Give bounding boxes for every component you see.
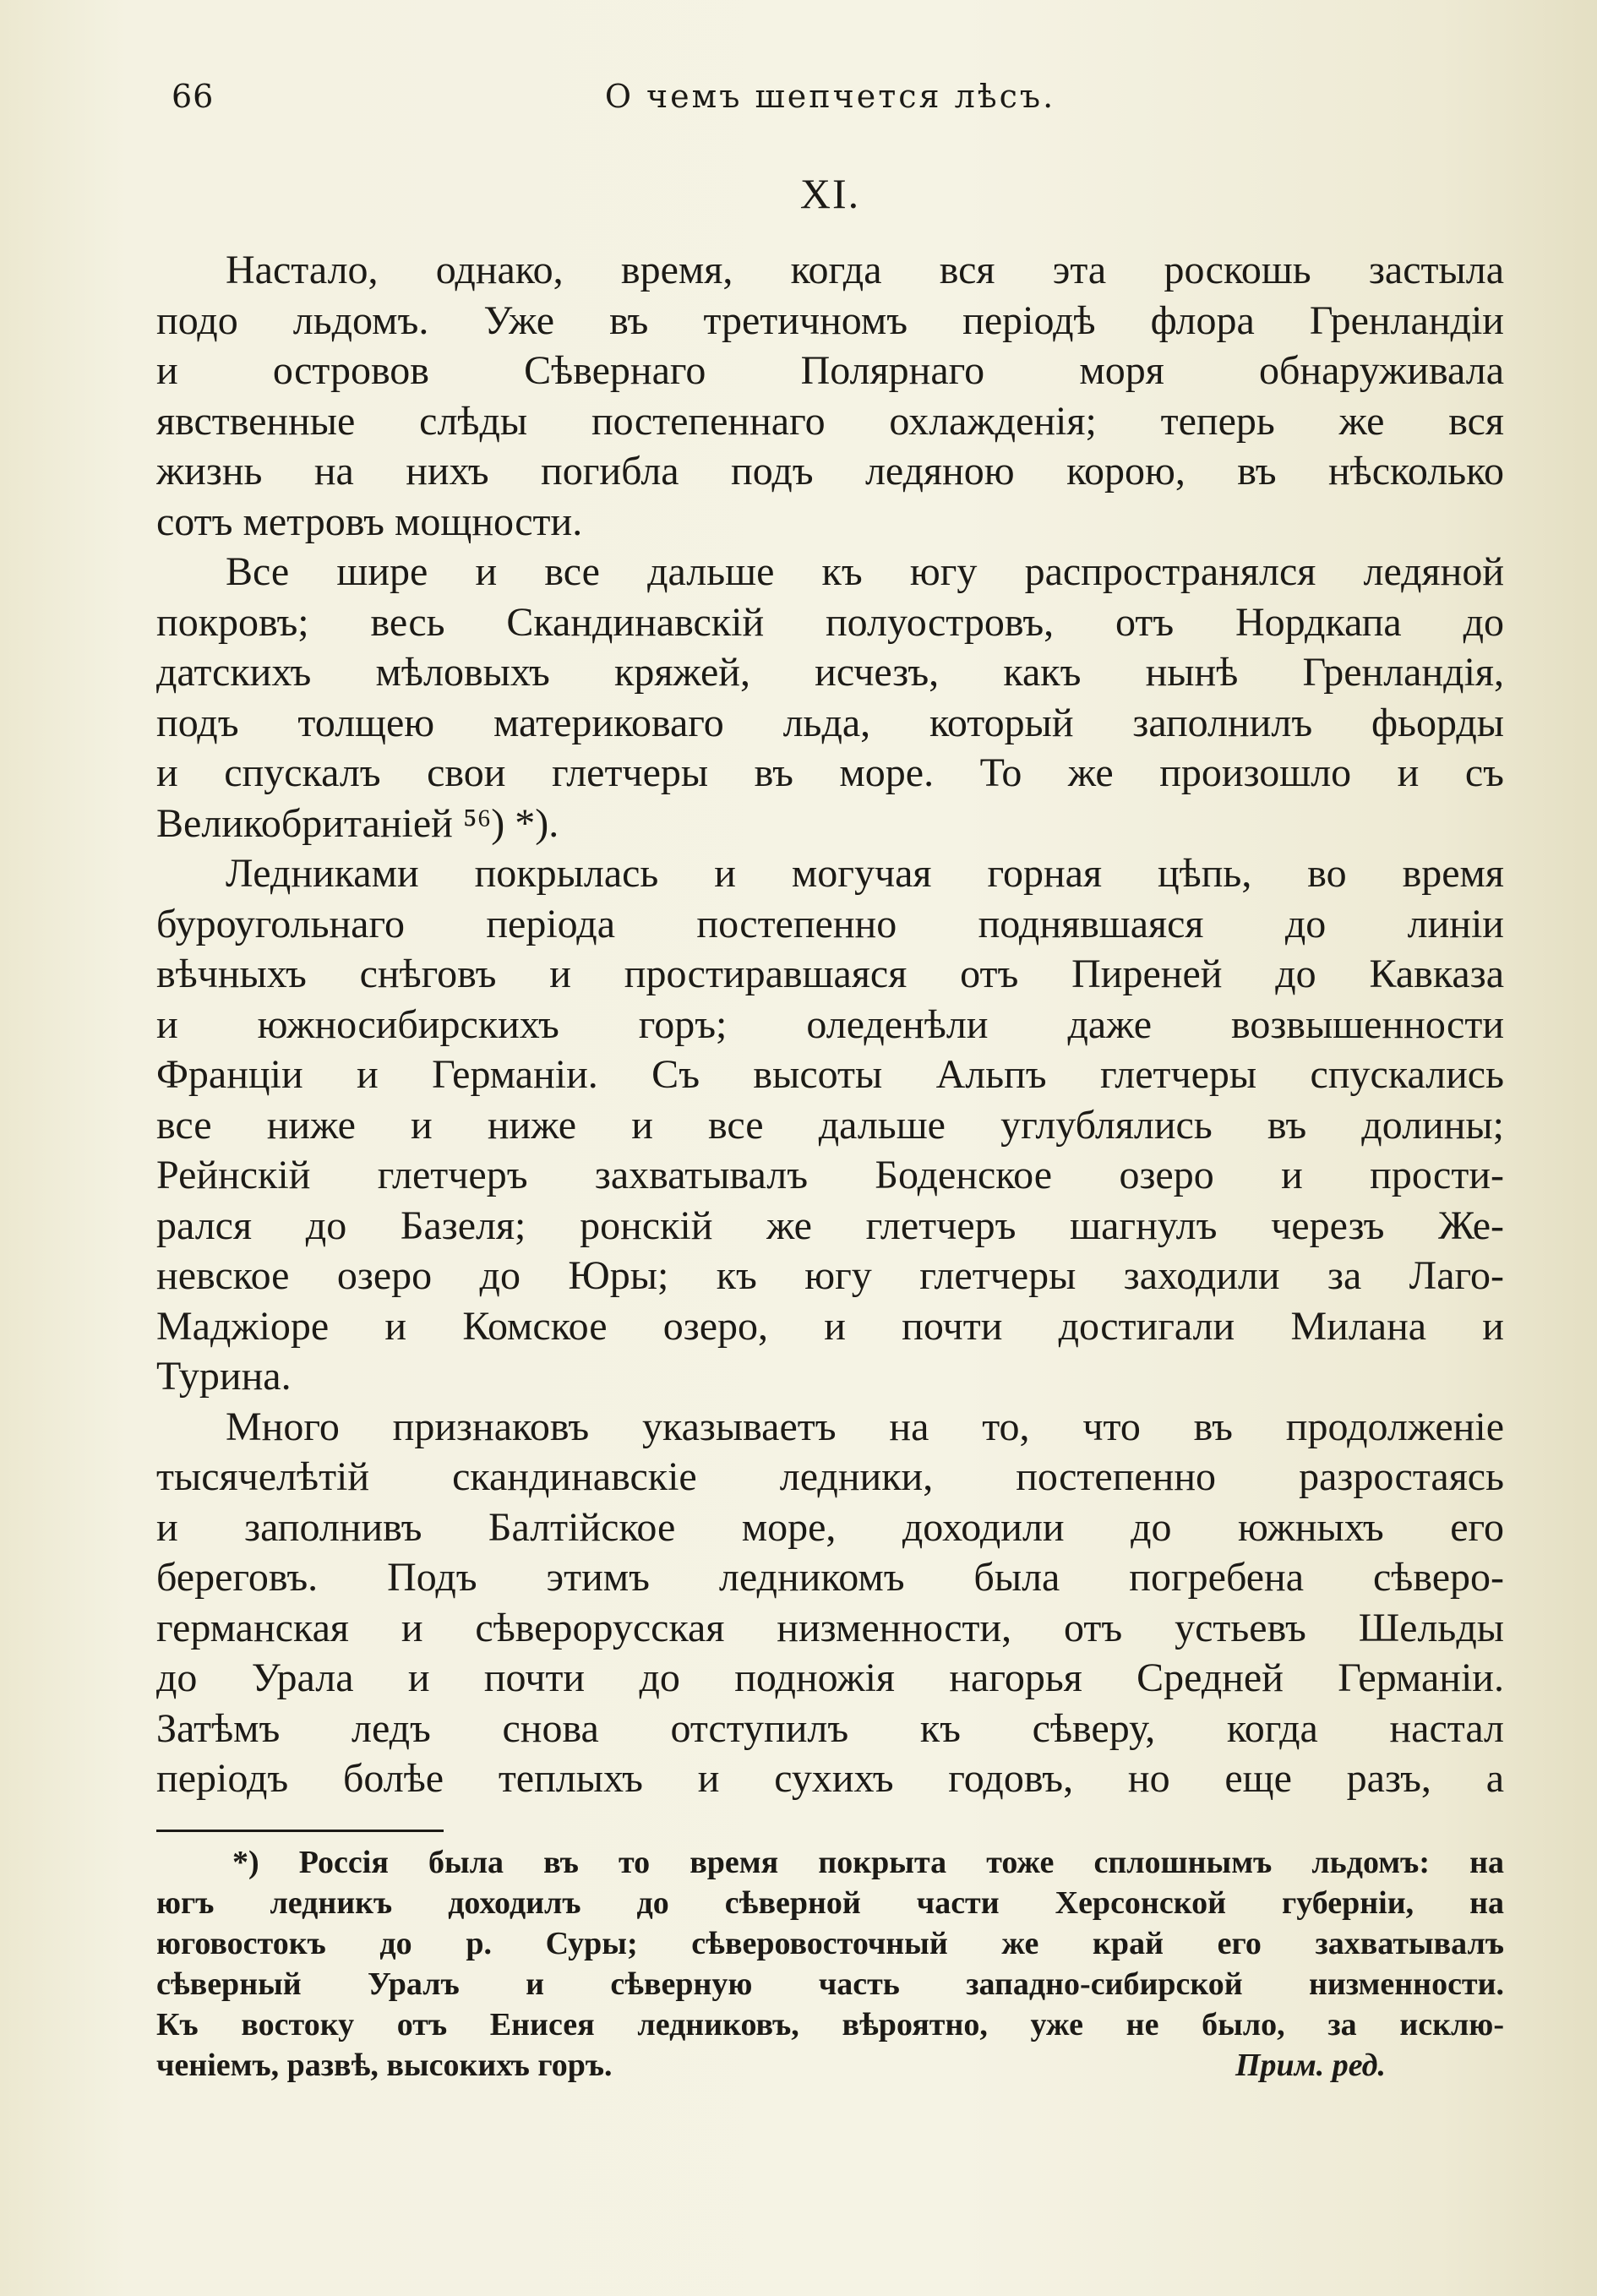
text-line: до Урала и почти до подножія нагорья Средней Германіи.	[156, 1655, 1504, 1700]
text-line: Затѣмъ ледъ снова отступилъ къ сѣверу, когда настал	[156, 1705, 1504, 1751]
footnote-line: ченіемъ, развѣ, высокихъ горъ.	[156, 2047, 613, 2083]
text-line: Много признаковъ указываетъ на то, что въ продолженіе	[226, 1404, 1504, 1449]
text-line: и спускалъ свои глетчеры въ море. То же произошло и съ	[156, 750, 1504, 795]
text-line: береговъ. Подъ этимъ ледникомъ была погребена сѣверо-	[156, 1555, 1504, 1600]
text-line: Франціи и Германіи. Съ высоты Альпъ глетчеры спускались	[156, 1052, 1504, 1097]
text-line: вѣчныхъ снѣговъ и простиравшаяся отъ Пиреней до Кавказа	[156, 952, 1504, 996]
text-line: все ниже и ниже и все дальше углублялись въ долины;	[156, 1102, 1504, 1148]
text-line: подъ толщею материковаго льда, который заполнилъ фьорды	[156, 700, 1504, 745]
paragraph-4	[156, 1402, 1504, 1804]
paragraph-2	[156, 547, 1504, 848]
footnote	[156, 1842, 1504, 2086]
running-title: О чемъ шепчется лѣсъ.	[604, 78, 1056, 115]
text-line: Маджіоре и Комское озеро, и почти достигали Милана и	[156, 1303, 1504, 1349]
body-text	[156, 245, 1504, 1804]
text-line: Настало, однако, время, когда вся эта роскошь застыла	[226, 248, 1504, 292]
text-line: тысячелѣтій скандинавскіе ледники, постепенно разростаясь	[156, 1454, 1504, 1499]
text-line: буроугольнаго періода постепенно поднявшаяся до линіи	[156, 901, 1504, 946]
text-line: Рейнскій глетчеръ захватывалъ Боденское озеро и прости-	[156, 1153, 1504, 1197]
footnote-divider	[156, 1830, 444, 1832]
text-line: германская и сѣверорусская низменности, отъ устьевъ Шельды	[156, 1605, 1504, 1650]
text-line: явственные слѣды постепеннаго охлажденія; теперь же вся	[156, 398, 1504, 444]
book-page	[156, 68, 1504, 2231]
footnote-line: сѣверный Уралъ и сѣверную часть западно-сибирской низменности.	[156, 1966, 1504, 2002]
text-line: и южносибирскихъ горъ; оледенѣли даже возвышенности	[156, 1001, 1504, 1047]
text-line: невское озеро до Юры; къ югу глетчеры заходили за Лаго-	[156, 1253, 1504, 1298]
page-header	[156, 68, 1504, 127]
footnote-last-row	[156, 2045, 1504, 2086]
text-line: Все шире и все дальше къ югу распространялся ледяной	[226, 549, 1504, 594]
footnote-line: *) Россія была въ то время покрыта тоже сплошнымъ льдомъ: на	[232, 1844, 1504, 1880]
page-number: 66	[172, 78, 215, 115]
text-line: покровъ; весь Скандинавскій полуостровъ, отъ Нордкапа до	[156, 599, 1504, 645]
text-line: рался до Базеля; ронскій же глетчеръ шагнулъ черезъ Же-	[156, 1203, 1504, 1248]
footnote-line: Къ востоку отъ Енисея ледниковъ, вѣроятно, уже не было, за исклю-	[156, 2006, 1504, 2042]
text-line: Ледниками покрылась и могучая горная цѣпь, во время	[226, 851, 1504, 896]
text-line: датскихъ мѣловыхъ кряжей, исчезъ, какъ нынѣ Гренландія,	[156, 650, 1504, 695]
text-line: періодъ болѣе теплыхъ и сухихъ годовъ, но еще разъ, а	[156, 1756, 1504, 1801]
paragraph-1	[156, 245, 1504, 547]
chapter-heading: XI.	[799, 170, 861, 217]
footnote-line: югъ ледникъ доходилъ до сѣверной части Херсонской губерніи, на	[156, 1884, 1504, 1921]
text-line: подо льдомъ. Уже въ третичномъ періодѣ флора Гренландіи	[156, 297, 1504, 343]
paragraph-3	[156, 848, 1504, 1402]
footnote-line: юговостокъ до р. Суры; сѣверовосточный же край его захватывалъ	[156, 1925, 1504, 1961]
text-line: и заполнивъ Балтійское море, доходили до южныхъ его	[156, 1504, 1504, 1550]
text-line: и островов Сѣвернаго Полярнаго моря обнаруживала	[156, 348, 1504, 393]
editor-note-sign: Прим. ред.	[1235, 2047, 1386, 2083]
text-line: жизнь на нихъ погибла подъ ледяною корою, въ нѣсколько	[156, 449, 1504, 494]
text-line: Турина.	[156, 1354, 292, 1399]
text-line: сотъ метровъ мощности.	[156, 499, 583, 544]
text-line: Великобританіей ⁵⁶) *).	[156, 800, 559, 846]
